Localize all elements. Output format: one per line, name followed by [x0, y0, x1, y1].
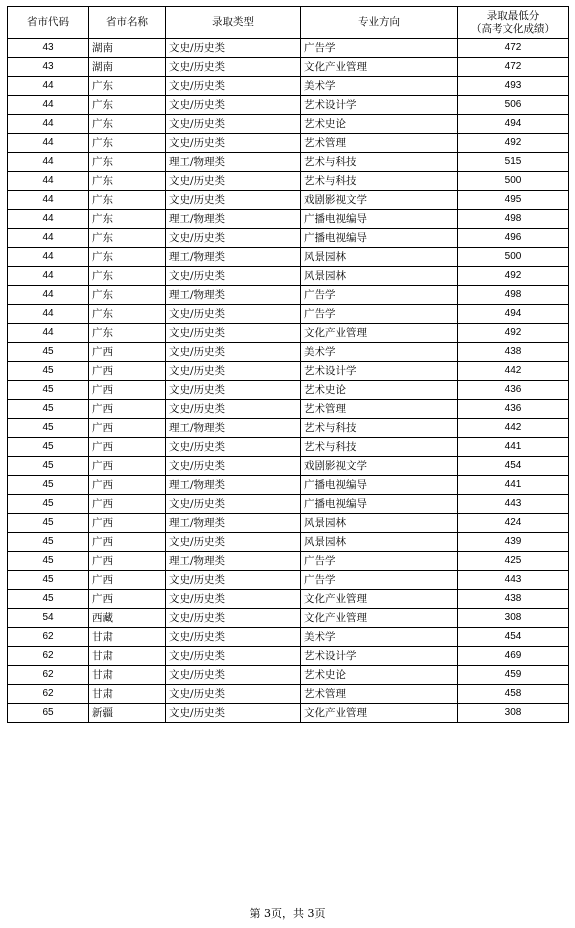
cell-min-score: 442: [458, 419, 569, 438]
cell-province-code: 44: [8, 115, 89, 134]
cell-major: 广播电视编导: [301, 210, 458, 229]
table-row: [8, 324, 569, 343]
cell-admission-type: 文史/历史类: [166, 305, 301, 324]
cell-province-name: 广东: [89, 305, 166, 324]
cell-admission-type: 文史/历史类: [166, 172, 301, 191]
cell-major: 广告学: [301, 552, 458, 571]
cell-admission-type: 理工/物理类: [166, 286, 301, 305]
table-row: [8, 248, 569, 267]
cell-min-score: 441: [458, 476, 569, 495]
table-row: [8, 400, 569, 419]
cell-admission-type: 文史/历史类: [166, 495, 301, 514]
table-row: [8, 628, 569, 647]
cell-province-name: 广东: [89, 172, 166, 191]
cell-admission-type: 文史/历史类: [166, 58, 301, 77]
cell-province-code: 54: [8, 609, 89, 628]
cell-min-score: 425: [458, 552, 569, 571]
cell-province-code: 43: [8, 39, 89, 58]
cell-major: 风景园林: [301, 533, 458, 552]
cell-major: 艺术管理: [301, 134, 458, 153]
cell-major: 艺术管理: [301, 400, 458, 419]
table-row: [8, 343, 569, 362]
table-row: [8, 39, 569, 58]
cell-major: 广播电视编导: [301, 495, 458, 514]
cell-min-score: 454: [458, 628, 569, 647]
cell-min-score: 494: [458, 115, 569, 134]
cell-admission-type: 理工/物理类: [166, 153, 301, 172]
cell-major: 美术学: [301, 77, 458, 96]
cell-province-name: 广东: [89, 115, 166, 134]
cell-province-code: 44: [8, 210, 89, 229]
admission-score-sheet: [7, 6, 568, 723]
cell-province-code: 44: [8, 248, 89, 267]
cell-min-score: 469: [458, 647, 569, 666]
cell-province-name: 西藏: [89, 609, 166, 628]
cell-province-code: 45: [8, 514, 89, 533]
cell-province-code: 44: [8, 96, 89, 115]
cell-min-score: 438: [458, 343, 569, 362]
cell-min-score: 436: [458, 400, 569, 419]
cell-province-code: 45: [8, 476, 89, 495]
cell-min-score: 443: [458, 571, 569, 590]
cell-min-score: 424: [458, 514, 569, 533]
header-province-code: 省市代码: [8, 7, 89, 39]
cell-province-code: 44: [8, 305, 89, 324]
cell-admission-type: 文史/历史类: [166, 77, 301, 96]
cell-admission-type: 理工/物理类: [166, 476, 301, 495]
cell-province-name: 广东: [89, 210, 166, 229]
header-min-score: [458, 7, 569, 39]
cell-province-code: 45: [8, 343, 89, 362]
table-row: [8, 647, 569, 666]
table-row: [8, 438, 569, 457]
cell-min-score: 498: [458, 210, 569, 229]
cell-province-code: 45: [8, 590, 89, 609]
cell-min-score: 498: [458, 286, 569, 305]
header-province-name: 省市名称: [89, 7, 166, 39]
cell-major: 艺术设计学: [301, 647, 458, 666]
cell-major: 戏剧影视文学: [301, 191, 458, 210]
cell-admission-type: 文史/历史类: [166, 191, 301, 210]
cell-province-name: 广西: [89, 457, 166, 476]
table-row: [8, 172, 569, 191]
header-major: 专业方向: [301, 7, 458, 39]
cell-admission-type: 文史/历史类: [166, 96, 301, 115]
cell-province-name: 广西: [89, 362, 166, 381]
cell-province-name: 广西: [89, 400, 166, 419]
cell-province-name: 广西: [89, 381, 166, 400]
table-row: [8, 210, 569, 229]
cell-province-code: 43: [8, 58, 89, 77]
cell-province-name: 广西: [89, 343, 166, 362]
cell-admission-type: 文史/历史类: [166, 590, 301, 609]
cell-major: 美术学: [301, 343, 458, 362]
cell-province-name: 甘肃: [89, 647, 166, 666]
cell-province-name: 广东: [89, 191, 166, 210]
cell-province-name: 广东: [89, 96, 166, 115]
table-row: [8, 571, 569, 590]
table-row: [8, 267, 569, 286]
cell-min-score: 500: [458, 248, 569, 267]
table-row: [8, 286, 569, 305]
table-row: [8, 96, 569, 115]
table-row: [8, 552, 569, 571]
cell-province-name: 广东: [89, 153, 166, 172]
cell-province-name: 广西: [89, 533, 166, 552]
cell-admission-type: 文史/历史类: [166, 324, 301, 343]
cell-min-score: 496: [458, 229, 569, 248]
cell-admission-type: 理工/物理类: [166, 210, 301, 229]
cell-major: 艺术与科技: [301, 153, 458, 172]
cell-major: 艺术史论: [301, 115, 458, 134]
cell-admission-type: 文史/历史类: [166, 267, 301, 286]
cell-admission-type: 文史/历史类: [166, 229, 301, 248]
cell-major: 艺术与科技: [301, 172, 458, 191]
cell-province-code: 65: [8, 704, 89, 723]
cell-province-code: 45: [8, 495, 89, 514]
table-row: [8, 134, 569, 153]
cell-province-code: 45: [8, 533, 89, 552]
cell-admission-type: 文史/历史类: [166, 381, 301, 400]
table-body: [8, 39, 569, 723]
cell-province-name: 广西: [89, 571, 166, 590]
cell-province-code: 45: [8, 438, 89, 457]
cell-admission-type: 文史/历史类: [166, 685, 301, 704]
cell-province-name: 广西: [89, 476, 166, 495]
cell-major: 广告学: [301, 39, 458, 58]
cell-province-name: 广西: [89, 419, 166, 438]
cell-min-score: 441: [458, 438, 569, 457]
table-row: [8, 191, 569, 210]
cell-province-name: 甘肃: [89, 685, 166, 704]
cell-province-code: 44: [8, 172, 89, 191]
cell-min-score: 492: [458, 267, 569, 286]
table-row: [8, 704, 569, 723]
page-footer: 第 3页，共 3页: [249, 907, 326, 920]
cell-province-code: 62: [8, 628, 89, 647]
cell-min-score: 495: [458, 191, 569, 210]
table-row: [8, 153, 569, 172]
cell-province-code: 44: [8, 191, 89, 210]
cell-min-score: 472: [458, 58, 569, 77]
table-row: [8, 590, 569, 609]
table-row: [8, 457, 569, 476]
cell-province-code: 45: [8, 571, 89, 590]
cell-province-code: 45: [8, 419, 89, 438]
cell-province-name: 广西: [89, 514, 166, 533]
cell-min-score: 494: [458, 305, 569, 324]
admission-score-table: [7, 6, 569, 723]
cell-province-name: 广西: [89, 495, 166, 514]
cell-min-score: 439: [458, 533, 569, 552]
cell-major: 美术学: [301, 628, 458, 647]
cell-min-score: 458: [458, 685, 569, 704]
cell-province-code: 44: [8, 153, 89, 172]
cell-min-score: 500: [458, 172, 569, 191]
cell-min-score: 506: [458, 96, 569, 115]
cell-major: 艺术史论: [301, 381, 458, 400]
cell-admission-type: 文史/历史类: [166, 533, 301, 552]
header-min-score-line2: （高考文化成绩）: [471, 22, 555, 35]
cell-min-score: 493: [458, 77, 569, 96]
cell-province-code: 45: [8, 400, 89, 419]
cell-major: 风景园林: [301, 514, 458, 533]
table-row: [8, 77, 569, 96]
table-row: [8, 115, 569, 134]
cell-admission-type: 文史/历史类: [166, 609, 301, 628]
cell-province-name: 湖南: [89, 58, 166, 77]
cell-province-code: 44: [8, 267, 89, 286]
cell-admission-type: 理工/物理类: [166, 514, 301, 533]
table-row: [8, 495, 569, 514]
table-row: [8, 58, 569, 77]
cell-province-name: 广东: [89, 77, 166, 96]
cell-major: 文化产业管理: [301, 590, 458, 609]
cell-admission-type: 文史/历史类: [166, 39, 301, 58]
cell-admission-type: 文史/历史类: [166, 343, 301, 362]
cell-province-code: 45: [8, 457, 89, 476]
header-admission-type: 录取类型: [166, 7, 301, 39]
cell-province-name: 湖南: [89, 39, 166, 58]
cell-province-name: 广东: [89, 324, 166, 343]
cell-province-code: 44: [8, 134, 89, 153]
cell-province-code: 44: [8, 77, 89, 96]
cell-min-score: 515: [458, 153, 569, 172]
cell-min-score: 472: [458, 39, 569, 58]
table-row: [8, 305, 569, 324]
cell-admission-type: 理工/物理类: [166, 248, 301, 267]
cell-admission-type: 理工/物理类: [166, 419, 301, 438]
cell-major: 艺术与科技: [301, 419, 458, 438]
cell-province-name: 新疆: [89, 704, 166, 723]
cell-major: 广告学: [301, 571, 458, 590]
cell-major: 艺术设计学: [301, 96, 458, 115]
cell-province-code: 62: [8, 666, 89, 685]
cell-min-score: 459: [458, 666, 569, 685]
cell-major: 广告学: [301, 286, 458, 305]
cell-major: 广播电视编导: [301, 476, 458, 495]
cell-major: 艺术设计学: [301, 362, 458, 381]
cell-admission-type: 理工/物理类: [166, 552, 301, 571]
cell-admission-type: 文史/历史类: [166, 647, 301, 666]
table-row: [8, 419, 569, 438]
cell-min-score: 436: [458, 381, 569, 400]
cell-province-name: 广东: [89, 286, 166, 305]
table-row: [8, 514, 569, 533]
cell-admission-type: 文史/历史类: [166, 362, 301, 381]
cell-major: 风景园林: [301, 267, 458, 286]
table-row: [8, 476, 569, 495]
cell-province-code: 62: [8, 685, 89, 704]
table-row: [8, 362, 569, 381]
cell-province-name: 广西: [89, 438, 166, 457]
table-row: [8, 609, 569, 628]
cell-major: 文化产业管理: [301, 704, 458, 723]
cell-admission-type: 文史/历史类: [166, 457, 301, 476]
cell-province-name: 甘肃: [89, 666, 166, 685]
cell-min-score: 308: [458, 609, 569, 628]
table-row: [8, 666, 569, 685]
cell-min-score: 438: [458, 590, 569, 609]
cell-major: 艺术与科技: [301, 438, 458, 457]
cell-province-code: 44: [8, 229, 89, 248]
cell-province-code: 44: [8, 286, 89, 305]
cell-min-score: 492: [458, 134, 569, 153]
cell-major: 广播电视编导: [301, 229, 458, 248]
cell-min-score: 308: [458, 704, 569, 723]
cell-province-name: 广西: [89, 590, 166, 609]
cell-province-code: 45: [8, 552, 89, 571]
cell-admission-type: 文史/历史类: [166, 666, 301, 685]
cell-admission-type: 文史/历史类: [166, 628, 301, 647]
cell-province-code: 44: [8, 324, 89, 343]
cell-admission-type: 文史/历史类: [166, 115, 301, 134]
header-min-score-line1: 录取最低分: [486, 9, 540, 22]
cell-admission-type: 文史/历史类: [166, 134, 301, 153]
table-row: [8, 685, 569, 704]
cell-major: 艺术史论: [301, 666, 458, 685]
cell-min-score: 443: [458, 495, 569, 514]
cell-province-name: 广东: [89, 248, 166, 267]
cell-admission-type: 文史/历史类: [166, 571, 301, 590]
cell-admission-type: 文史/历史类: [166, 438, 301, 457]
cell-min-score: 454: [458, 457, 569, 476]
table-header-row: [8, 7, 569, 39]
table-row: [8, 229, 569, 248]
cell-min-score: 492: [458, 324, 569, 343]
cell-province-name: 广东: [89, 267, 166, 286]
cell-min-score: 442: [458, 362, 569, 381]
cell-province-name: 广东: [89, 229, 166, 248]
cell-major: 文化产业管理: [301, 609, 458, 628]
table-row: [8, 381, 569, 400]
cell-major: 文化产业管理: [301, 58, 458, 77]
cell-major: 艺术管理: [301, 685, 458, 704]
cell-province-name: 广西: [89, 552, 166, 571]
table-row: [8, 533, 569, 552]
cell-admission-type: 文史/历史类: [166, 704, 301, 723]
cell-province-code: 62: [8, 647, 89, 666]
cell-major: 风景园林: [301, 248, 458, 267]
cell-province-code: 45: [8, 381, 89, 400]
cell-major: 文化产业管理: [301, 324, 458, 343]
cell-major: 戏剧影视文学: [301, 457, 458, 476]
cell-province-name: 广东: [89, 134, 166, 153]
cell-admission-type: 文史/历史类: [166, 400, 301, 419]
cell-province-name: 甘肃: [89, 628, 166, 647]
cell-province-code: 45: [8, 362, 89, 381]
cell-major: 广告学: [301, 305, 458, 324]
